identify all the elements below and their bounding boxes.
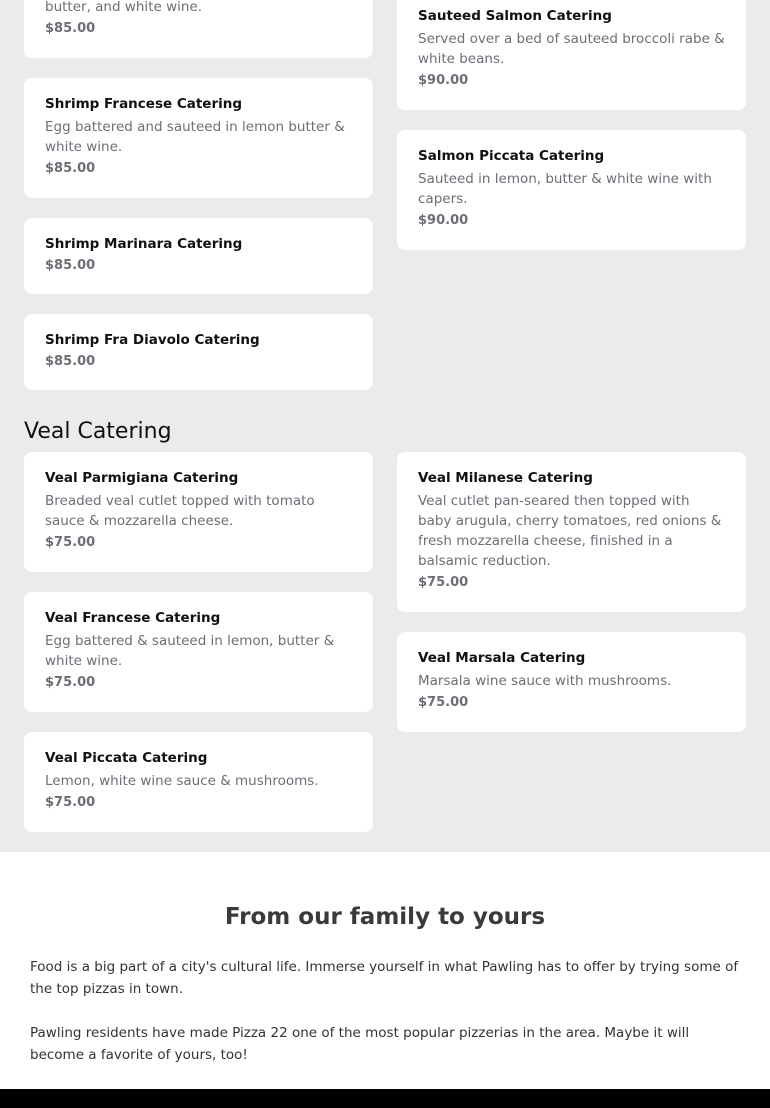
menu-item-price: $85.00 <box>45 258 96 273</box>
menu-item-name: Salmon Piccata Catering <box>418 148 605 164</box>
menu-item-description: Served over a bed of sauteed broccoli rabe & white beans. <box>418 31 725 67</box>
family-paragraph-1: Food is a big part of a city's cultural life. Immerse yourself in what Pawling has to offer by trying some of the top pizzas in town. <box>30 959 739 997</box>
menu-item-description: Marsala wine sauce with mushrooms. <box>418 673 672 689</box>
menu-item-price: $75.00 <box>418 575 469 590</box>
menu-item-price: $75.00 <box>45 795 96 810</box>
menu-item-name: Veal Parmigiana Catering <box>45 470 239 486</box>
menu-item-description: Egg battered & sauteed in lemon, butter & white wine. <box>45 633 335 669</box>
menu-item-name: Sauteed Salmon Catering <box>418 8 612 24</box>
menu-item-price: $90.00 <box>418 73 469 88</box>
menu-item-description: Breaded veal cutlet topped with tomato sauce & mozzarella cheese. <box>45 493 315 529</box>
family-paragraph-2: Pawling residents have made Pizza 22 one of the most popular pizzerias in the area. Maybe it will become a favorite of yours, too! <box>30 1025 690 1063</box>
menu-item-card[interactable] <box>24 78 373 198</box>
menu-item-card[interactable] <box>397 452 746 612</box>
menu-item-description: butter, and white wine. <box>45 0 203 15</box>
menu-item-card[interactable] <box>24 732 373 832</box>
menu-item-description: Sauteed in lemon, butter & white wine with capers. <box>418 171 712 207</box>
menu-item-name: Veal Francese Catering <box>45 610 221 626</box>
menu-item-card[interactable] <box>24 218 373 294</box>
menu-item-price: $85.00 <box>45 21 96 36</box>
menu-item-card[interactable] <box>24 452 373 572</box>
menu-item-card[interactable] <box>397 632 746 732</box>
menu-item-description: Lemon, white wine sauce & mushrooms. <box>45 773 319 789</box>
menu-item-price: $90.00 <box>418 213 469 228</box>
menu-item-card[interactable] <box>24 0 373 58</box>
menu-item-price: $75.00 <box>45 675 96 690</box>
menu-item-name: Veal Marsala Catering <box>418 650 586 666</box>
menu-item-price: $75.00 <box>418 695 469 710</box>
menu-item-name: Shrimp Francese Catering <box>45 96 243 112</box>
family-heading: From our family to yours <box>224 904 546 930</box>
menu-item-name: Veal Piccata Catering <box>45 750 208 766</box>
menu-item-description: Egg battered and sauteed in lemon butter & white wine. <box>45 119 345 155</box>
menu-item-price: $75.00 <box>45 535 96 550</box>
menu-item-description: Veal cutlet pan-seared then topped with baby arugula, cherry tomatoes, red onions & fresh mozzarella cheese, finished in a balsamic reduction. <box>418 493 722 569</box>
section-title: Veal Catering <box>24 419 172 444</box>
menu-item-name: Veal Milanese Catering <box>418 470 593 486</box>
menu-item-card[interactable] <box>24 314 373 390</box>
menu-item-price: $85.00 <box>45 354 96 369</box>
menu-item-price: $85.00 <box>45 161 96 176</box>
menu-item-card[interactable] <box>397 130 746 250</box>
menu-item-name: Shrimp Fra Diavolo Catering <box>45 332 260 348</box>
menu-item-card[interactable] <box>397 0 746 110</box>
menu-item-card[interactable] <box>24 592 373 712</box>
footer <box>0 1089 770 1108</box>
family-section <box>0 852 770 1089</box>
menu-item-name: Shrimp Marinara Catering <box>45 236 243 252</box>
